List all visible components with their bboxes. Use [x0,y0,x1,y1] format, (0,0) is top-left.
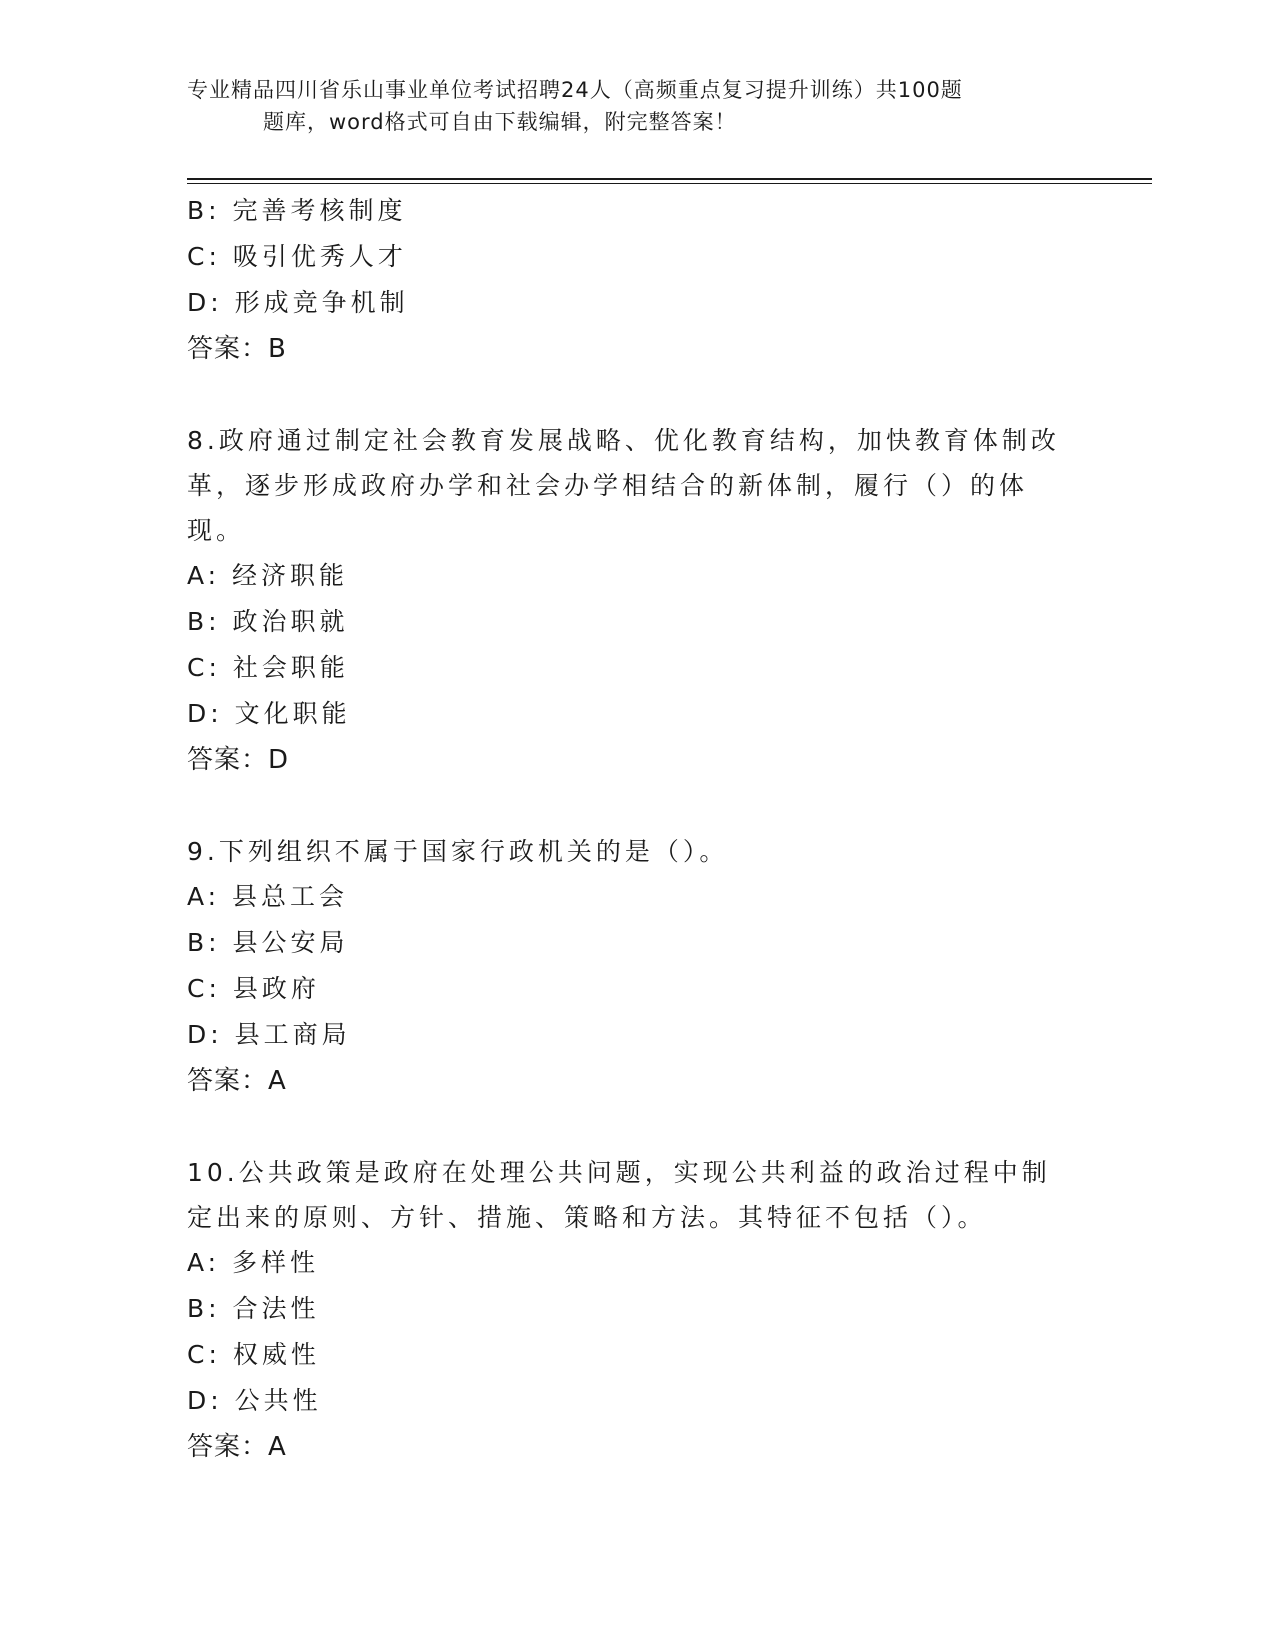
answer: 答案：B [187,334,287,364]
option-d: D: 形成竞争机制 [187,288,409,317]
question-7-continued [187,188,1087,372]
question-stem: 8.政府通过制定社会教育发展战略、优化教育结构，加快教育体制改革，逐步形成政府办学和社会办学相结合的新体制，履行（）的体现。 [187,426,1060,545]
question-9 [187,829,1087,1104]
question-stem: 10.公共政策是政府在处理公共问题，实现公共利益的政治过程中制定出来的原则、方针、措施、策略和方法。其特征不包括（）。 [187,1158,1051,1232]
option-d: D: 公共性 [187,1386,322,1415]
option-b: B: 政治职就 [187,607,349,636]
header-title-line-1: 专业精品四川省乐山事业单位考试招聘24人（高频重点复习提升训练）共100题 [187,78,963,102]
option-c: C: 吸引优秀人才 [187,242,407,271]
option-b: B: 合法性 [187,1294,320,1323]
document-header [187,74,1067,138]
option-c: C: 权威性 [187,1340,320,1369]
question-content [187,188,1087,1470]
header-title-line-2: 题库，word格式可自由下载编辑，附完整答案！ [263,110,737,134]
option-c: C: 县政府 [187,974,320,1003]
header-divider-thin [187,183,1152,184]
question-10 [187,1150,1087,1470]
header-divider-thick [187,178,1152,180]
option-a: A: 经济职能 [187,561,349,590]
option-c: C: 社会职能 [187,653,349,682]
answer: 答案：D [187,745,290,775]
answer: 答案：A [187,1066,287,1096]
option-d: D: 县工商局 [187,1020,351,1049]
answer: 答案：A [187,1432,287,1462]
option-a: A: 多样性 [187,1248,320,1277]
option-b: B: 县公安局 [187,928,349,957]
question-stem: 9.下列组织不属于国家行政机关的是（）。 [187,837,729,866]
option-b: B: 完善考核制度 [187,196,407,225]
option-a: A: 县总工会 [187,882,349,911]
option-d: D: 文化职能 [187,699,351,728]
question-8 [187,418,1087,783]
